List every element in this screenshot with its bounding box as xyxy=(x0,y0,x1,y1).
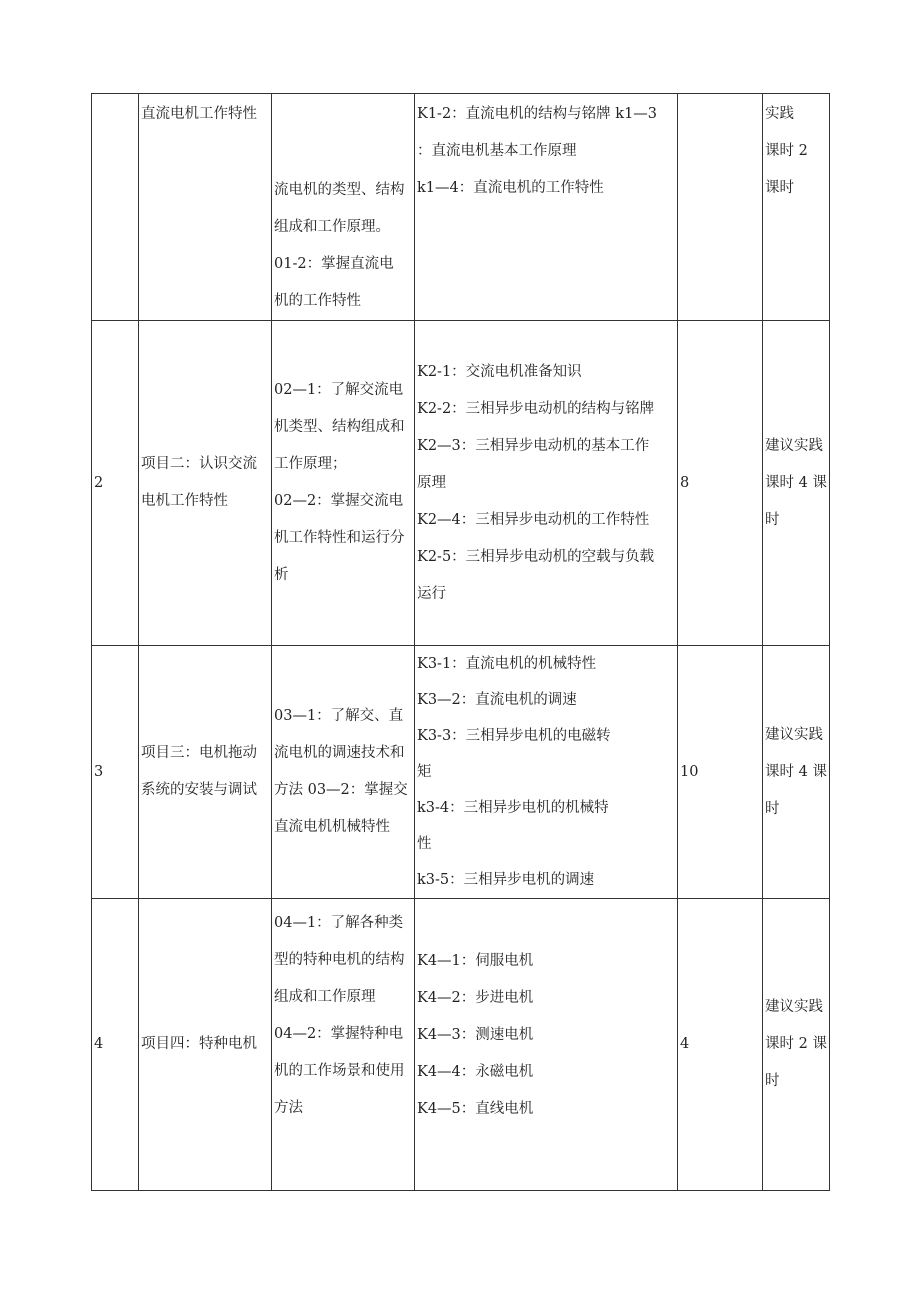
hours-value: 4 xyxy=(680,1036,690,1052)
hours-cell xyxy=(678,321,763,646)
table-row xyxy=(92,321,830,646)
knowledge-line: K2-1：交流电机准备知识 xyxy=(417,363,582,380)
row-number-cell xyxy=(92,321,139,646)
knowledge-line: K2-2：三相异步电动机的结构与铭牌 xyxy=(417,400,655,417)
note-cell xyxy=(763,94,830,321)
knowledge-line: K4—2：步进电机 xyxy=(417,990,534,1006)
knowledge-line: 性 xyxy=(417,836,432,852)
objective-line: 方法 03—2：掌握交 xyxy=(274,782,408,798)
knowledge-cell xyxy=(415,899,678,1191)
objectives-cell xyxy=(272,94,415,321)
project-cell xyxy=(139,321,272,646)
note-line: 建议实践 xyxy=(765,726,823,743)
objective-line: 组成和工作原理 xyxy=(274,989,376,1005)
note-line: 课时 4 课 xyxy=(765,763,827,780)
knowledge-line: K2—4：三相异步电动机的工作特性 xyxy=(417,511,650,528)
hours-value: 8 xyxy=(680,474,690,491)
objective-line: 02—2：掌握交流电 xyxy=(274,493,404,509)
knowledge-line: 原理 xyxy=(417,474,446,491)
project-cell xyxy=(139,899,272,1191)
note-cell xyxy=(763,321,830,646)
note-line: 课时 4 课 xyxy=(765,474,827,491)
note-line: 课时 2 课 xyxy=(765,1036,827,1052)
objective-line: 组成和工作原理。 xyxy=(274,219,390,235)
note-cell xyxy=(763,899,830,1191)
row-number: 2 xyxy=(94,474,104,491)
objective-line: 03—1：了解交、直 xyxy=(274,708,404,724)
knowledge-line: K4—1：伺服电机 xyxy=(417,953,534,969)
row-number-cell xyxy=(92,646,139,899)
objective-line: 型的特种电机的结构 xyxy=(274,952,405,968)
project-cell xyxy=(139,646,272,899)
objectives-cell xyxy=(272,321,415,646)
project-cell xyxy=(139,94,272,321)
objective-line: 方法 xyxy=(274,1100,303,1116)
hours-cell xyxy=(678,899,763,1191)
note-line: 时 xyxy=(765,800,780,817)
knowledge-line: K1-2：直流电机的结构与铭牌 k1—3 xyxy=(417,106,658,122)
knowledge-line: k3-4：三相异步电机的机械特 xyxy=(417,800,609,816)
knowledge-line: ：直流电机基本工作原理 xyxy=(417,143,577,159)
note-cell xyxy=(763,646,830,899)
project-line: 电机工作特性 xyxy=(141,493,228,509)
knowledge-line: K3-1：直流电机的机械特性 xyxy=(417,656,597,672)
knowledge-line: K2-5：三相异步电动机的空载与负载 xyxy=(417,548,655,565)
project-line: 系统的安装与调试 xyxy=(141,782,257,798)
knowledge-line: K2—3：三相异步电动机的基本工作 xyxy=(417,437,650,454)
objective-line: 02—1：了解交流电 xyxy=(274,382,404,398)
objective-line: 直流电机机械特性 xyxy=(274,819,390,835)
knowledge-line: k3-5：三相异步电机的调速 xyxy=(417,872,595,888)
project-line: 项目四：特种电机 xyxy=(141,1036,257,1052)
note-line: 课时 2 xyxy=(765,143,808,159)
knowledge-line: K3—2：直流电机的调速 xyxy=(417,692,577,708)
hours-cell xyxy=(678,646,763,899)
knowledge-line: 矩 xyxy=(417,764,432,780)
objective-line: 机的工作特性 xyxy=(274,293,361,309)
knowledge-line: K3-3：三相异步电机的电磁转 xyxy=(417,728,611,744)
row-number: 4 xyxy=(94,1036,104,1052)
knowledge-line: k1—4：直流电机的工作特性 xyxy=(417,180,604,196)
table-row xyxy=(92,94,830,321)
knowledge-line: K4—5：直线电机 xyxy=(417,1101,534,1117)
note-line: 实践 xyxy=(765,106,794,122)
objective-line: 析 xyxy=(274,567,289,583)
knowledge-line: 运行 xyxy=(417,585,446,602)
objective-line: 04—2：掌握特种电 xyxy=(274,1026,404,1042)
objective-line: 流电机的调速技术和 xyxy=(274,745,405,761)
row-number-cell xyxy=(92,899,139,1191)
knowledge-line: K4—3：测速电机 xyxy=(417,1027,534,1043)
knowledge-cell xyxy=(415,321,678,646)
hours-cell xyxy=(678,94,763,321)
objectives-cell xyxy=(272,899,415,1191)
hours-value: 10 xyxy=(680,763,699,780)
objective-line: 04—1：了解各种类 xyxy=(274,915,404,931)
course-table xyxy=(91,93,830,1191)
project-line: 项目三：电机拖动 xyxy=(141,745,257,761)
note-line: 时 xyxy=(765,1073,780,1089)
objectives-cell xyxy=(272,646,415,899)
project-line: 直流电机工作特性 xyxy=(141,106,257,122)
note-line: 课时 xyxy=(765,180,794,196)
objective-line xyxy=(274,98,412,135)
table-row xyxy=(92,646,830,899)
knowledge-cell xyxy=(415,94,678,321)
row-number-cell xyxy=(92,94,139,321)
note-line: 时 xyxy=(765,511,780,528)
objective-line: 工作原理； xyxy=(274,456,347,472)
project-line: 项目二：认识交流 xyxy=(141,456,257,472)
row-number: 3 xyxy=(94,763,104,780)
table-row xyxy=(92,899,830,1191)
objective-line: 机类型、结构组成和 xyxy=(274,419,405,435)
objective-line: 机工作特性和运行分 xyxy=(274,530,405,546)
note-line: 建议实践 xyxy=(765,437,823,454)
knowledge-line: K4—4：永磁电机 xyxy=(417,1064,534,1080)
note-line: 建议实践 xyxy=(765,999,823,1015)
knowledge-cell xyxy=(415,646,678,899)
objective-line: 01-2：掌握直流电 xyxy=(274,256,394,272)
objective-line xyxy=(274,135,412,172)
objective-line: 流电机的类型、结构 xyxy=(274,182,405,198)
objective-line: 机的工作场景和使用 xyxy=(274,1063,405,1079)
